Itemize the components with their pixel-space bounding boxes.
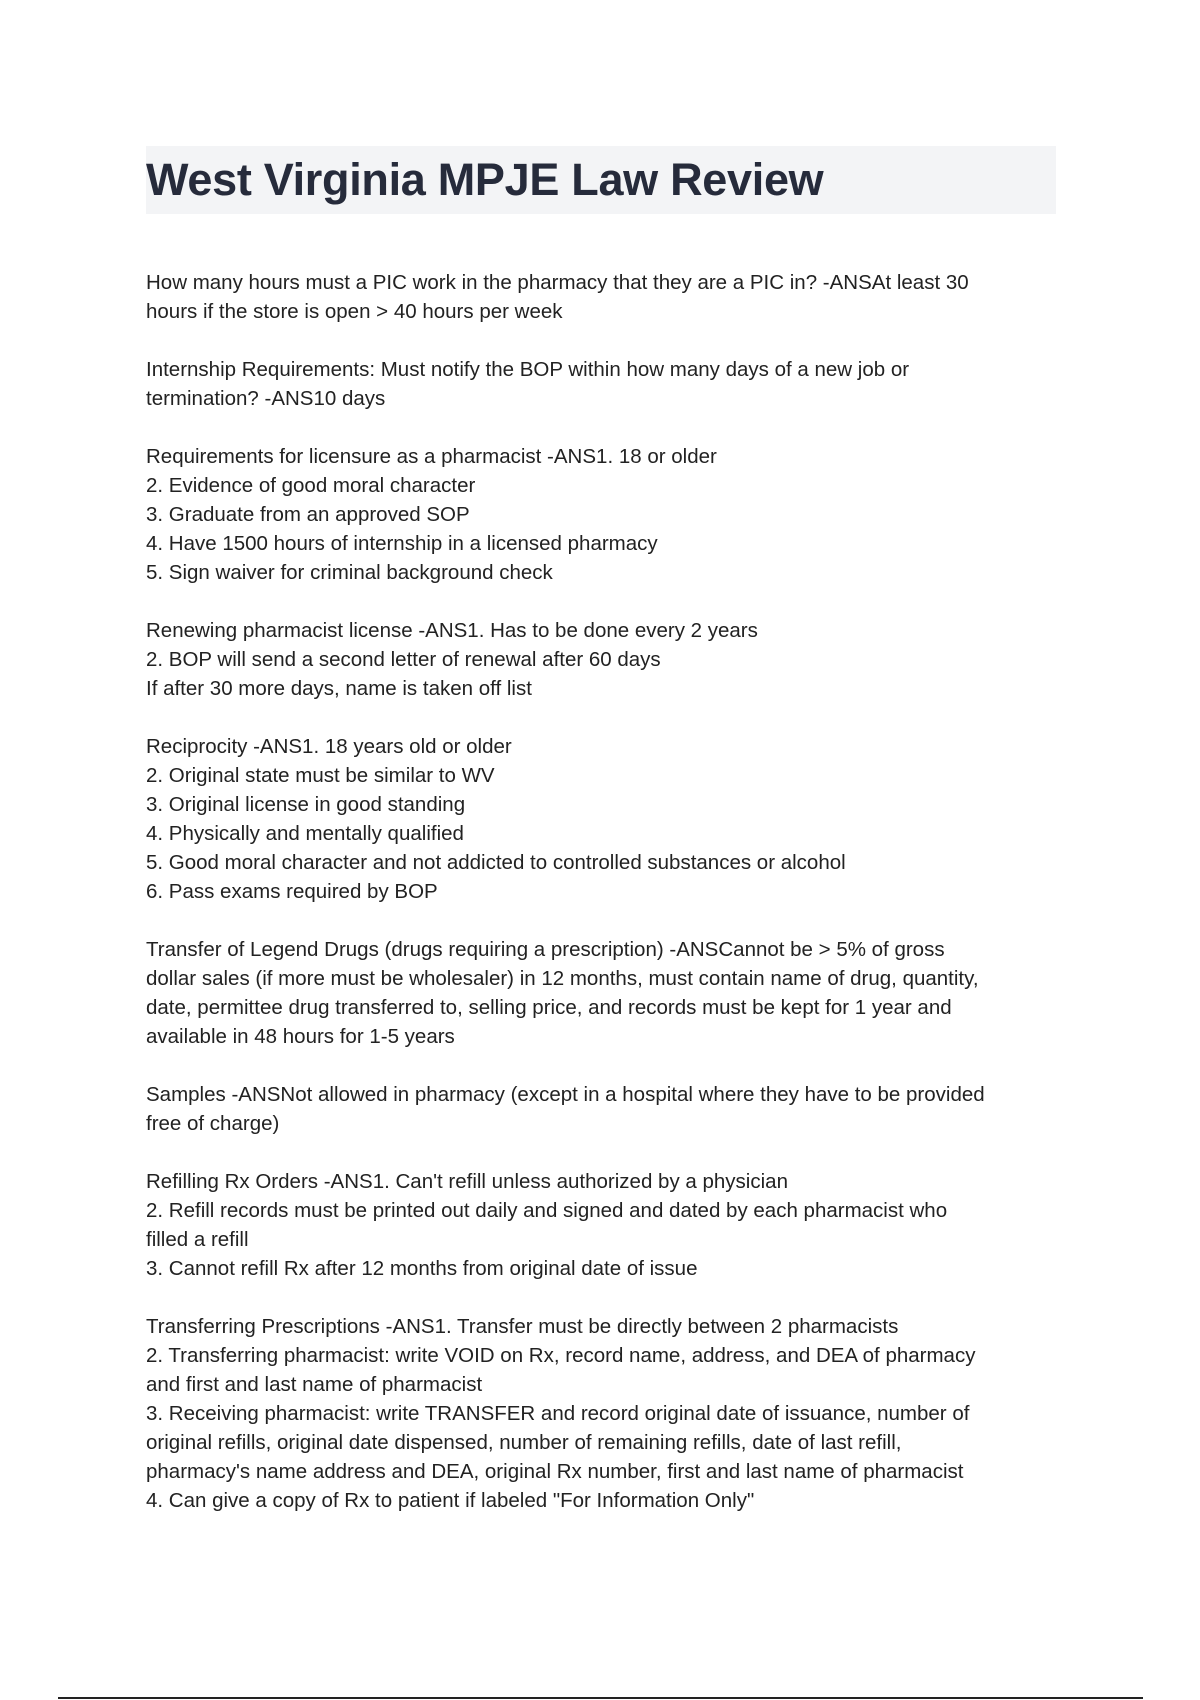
qa-item-legend-drugs: Transfer of Legend Drugs (drugs requiring a prescription) -ANSCannot be > 5% of gross dollar sales (if more must be wholesaler) in 12 months, must contain name of drug, quantity, date, permittee drug transferred to, selling price, and records must be kept for 1 year and available in 48 hours for 1-5 years: [146, 938, 979, 1048]
qa-item-samples: Samples -ANSNot allowed in pharmacy (except in a hospital where they have to be provided free of charge): [146, 1083, 985, 1135]
qa-item-internship: Internship Requirements: Must notify the BOP within how many days of a new job or termination? -ANS10 days: [146, 358, 910, 410]
qa-item-refilling: Refilling Rx Orders -ANS1. Can't refill unless authorized by a physician 2. Refill records must be printed out daily and signed and dated by each pharmacist who filled a refill 3. Cannot refill Rx after 12 months from original date of issue: [146, 1170, 948, 1280]
footer-divider: [58, 1697, 1143, 1699]
page-title: West Virginia MPJE Law Review: [146, 154, 824, 205]
qa-item-transferring: Transferring Prescriptions -ANS1. Transfer must be directly between 2 pharmacists 2. Transferring pharmacist: write VOID on Rx, record name, address, and DEA of pharmacy and first and last name of pharmacist 3. Receiving pharmacist: write TRANSFER and record original date of issuance, number of original refills, original date dispensed, number of remaining refills, date of last refill, pharmacy's name address and DEA, original Rx number, first and last name of pharmacist 4. Can give a copy of Rx to patient if labeled "For Information Only": [146, 1315, 976, 1512]
title-banner: [146, 146, 1056, 214]
qa-item-pic-hours: How many hours must a PIC work in the pharmacy that they are a PIC in? -ANSAt least 30 hours if the store is open > 40 hours per week: [146, 271, 969, 323]
qa-item-reciprocity: Reciprocity -ANS1. 18 years old or older 2. Original state must be similar to WV 3. Original license in good standing 4. Physically and mentally qualified 5. Good moral character and not addicted to controlled substances or alcohol 6. Pass exams required by BOP: [146, 735, 846, 903]
qa-list: [146, 268, 1061, 1544]
qa-item-licensure: Requirements for licensure as a pharmacist -ANS1. 18 or older 2. Evidence of good moral character 3. Graduate from an approved SOP 4. Have 1500 hours of internship in a licensed pharmacy 5. Sign waiver for criminal background check: [146, 445, 717, 584]
qa-item-renewal: Renewing pharmacist license -ANS1. Has to be done every 2 years 2. BOP will send a second letter of renewal after 60 days If after 30 more days, name is taken off list: [146, 619, 758, 700]
